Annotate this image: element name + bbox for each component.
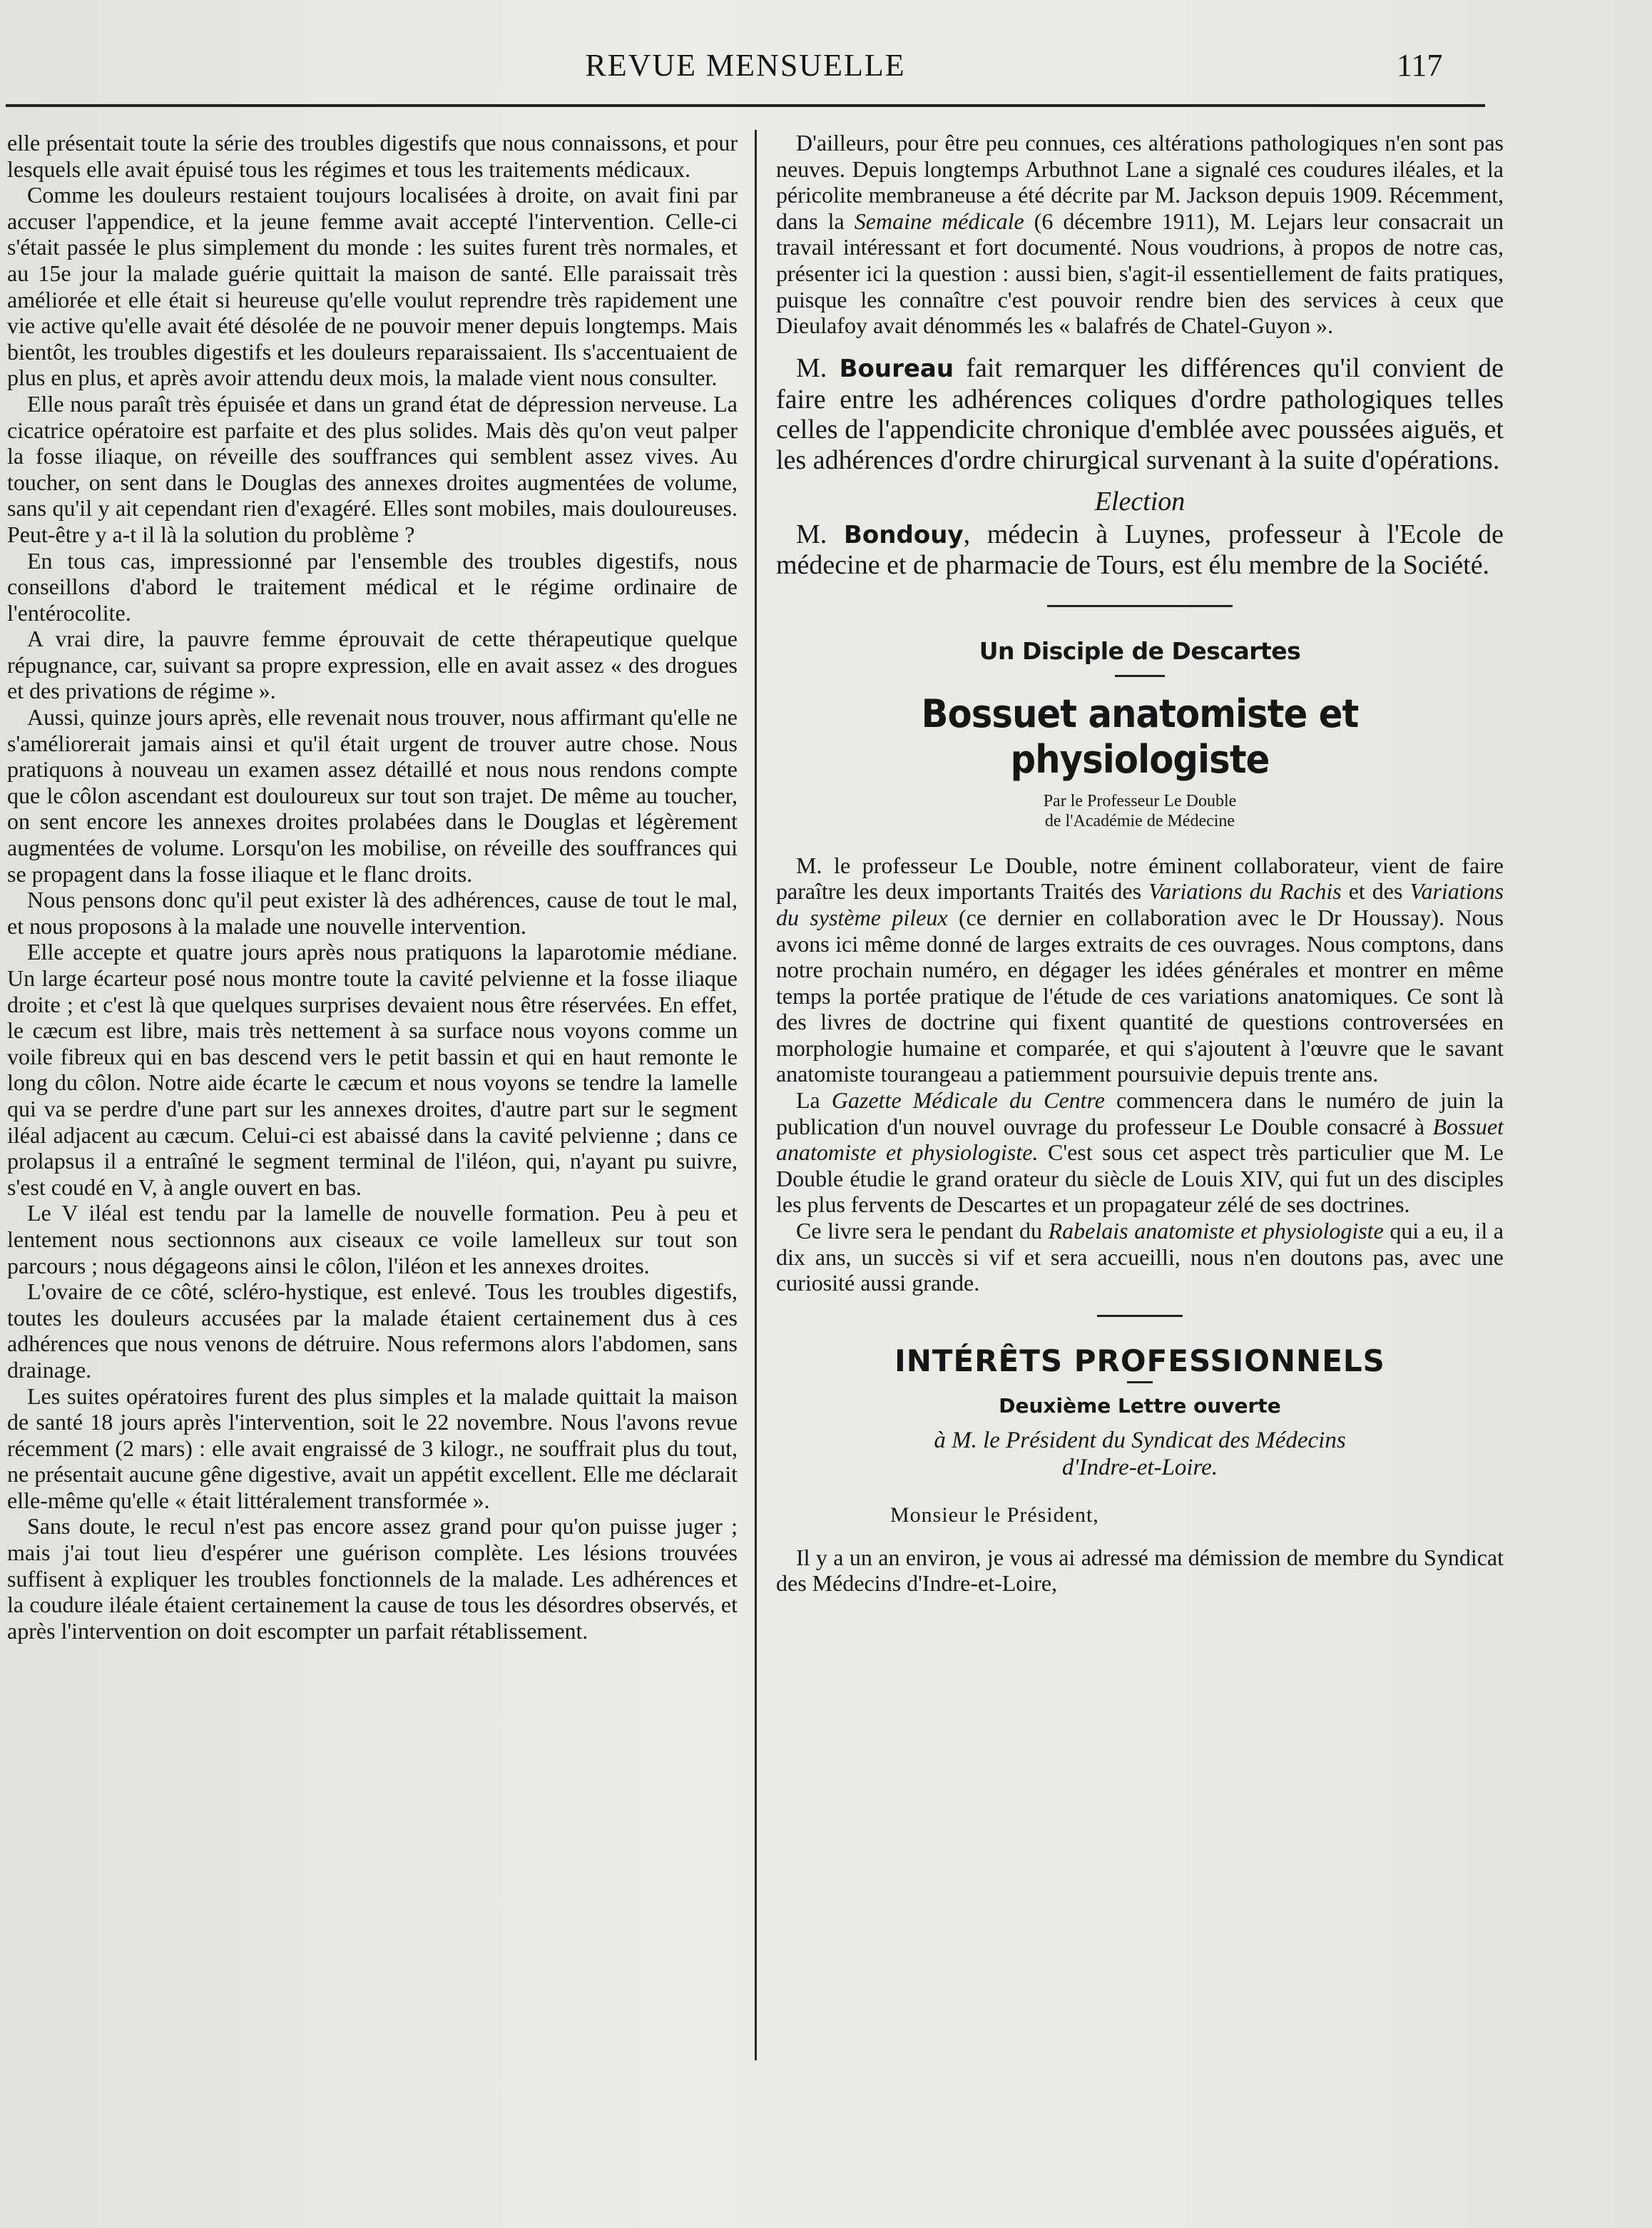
bondouy-name: Bondouy xyxy=(844,520,964,549)
boureau-remark xyxy=(776,353,1504,476)
boureau-text: fait remarquer les différences qu'il convient de faire entre les adhérences coliques d'ordre pathologiques telles celles de l'appendicite chronique d'emblée avec poussées aiguës, et les adhérences d'ordre chirurgical survenant à la suite d'opérations. xyxy=(776,352,1504,476)
a1-text-3: (ce dernier en collaboration avec le Dr Houssay). Nous avons ici même donné de larges extraits de ces ouvrages. Nous comptons, dans notre prochain numéro, en dégager les idées générales et montrer en même temps la portée pratique de l'étude de ces variations anatomiques. Ce sont là des livres de doctrine qui fixent quantité de questions controversées en morphologie humaine et comparée, et qui s'ajoutent à l'œuvre que le savant anatomiste tourangeau a patiemment poursuivie depuis trente ans. xyxy=(776,904,1504,1087)
intro-journal-title: Semaine médicale xyxy=(854,208,1024,234)
election-heading: Election xyxy=(1094,486,1186,517)
a2-text-1: La xyxy=(796,1087,832,1114)
left-paragraph-2: Comme les douleurs restaient toujours localisées à droite, on avait fini par accuser l'appendice, et la jeune femme avait accepté l'intervention. Celle-ci s'était passée le plus simplement du monde : les suites furent très normales, et au 15e jour la malade guérie quittait la maison de santé. Elle paraissait très améliorée et elle était si heureuse qu'elle voulut reprendre très rapidement une vie active qu'elle avait été désolée de ne pouvoir mener depuis longtemps. Mais bientôt, les troubles digestifs et les douleurs reparaissaient. Ils s'accentuaient de plus en plus, et après avoir attendu deux mois, la malade vient nous consulter. xyxy=(7,182,738,391)
letter-opening: Il y a un an environ, je vous ai adressé ma démission de membre du Syndicat des Médecins d'Indre-et-Loire, xyxy=(776,1544,1504,1597)
a3-text-2: qui a eu, il a dix ans, un succès si vif et sera accueilli, nous n'en doutons pas, avec une curiosité aussi grande. xyxy=(776,1218,1504,1296)
letter-salutation: Monsieur le Président, xyxy=(890,1503,1099,1527)
a1-italic-2: Variations du système pileux xyxy=(776,878,1504,930)
left-paragraph-9: Le V iléal est tendu par la lamelle de nouvelle formation. Peu à peu et lentement nous sectionnons aux ciseaux ce voile lamelleux sur tout son parcours ; nous dégageons ainsi le côlon, l'iléon et les annexes droites. xyxy=(7,1200,738,1278)
left-paragraph-1: elle présentait toute la série des troubles digestifs que nous connaissons, et pour lesquels elle avait épuisé tous les régimes et tous les traitements médicaux. xyxy=(7,130,738,182)
election-prefix: M. xyxy=(796,519,845,549)
right-intro-paragraph xyxy=(776,130,1504,339)
byline-author: Par le Professeur Le Double xyxy=(1043,791,1237,810)
left-paragraph-8: Elle accepte et quatre jours après nous pratiquons la laparotomie médiane. Un large écarteur posé nous montre toute la cavité pelvienne et la fosse iliaque droite ; et c'est là que quelques surprises devaient nous être réservées. En effet, le cæcum est libre, mais très nettement à sa surface nous voyons comme un voile fibreux qui en bas descend vers le petit bassin et qui en haut remonte le long du côlon. Notre aide écarte le cæcum et nous voyons se tendre la lamelle qui va se perdre d'une part sur les annexes droites, d'autre part sur le segment iléal adjacent au cæcum. Celui-ci est abaissé dans la cavité pelvienne ; dans ce prolapsus il a entraîné le segment terminal de l'iléon, qui, n'ayant pu suivre, s'est coudé en V, à angle ouvert en bas. xyxy=(7,939,738,1200)
a3-italic-1: Rabelais anatomiste et physiologiste xyxy=(1048,1218,1384,1244)
left-paragraph-11: Les suites opératoires furent des plus simples et la malade quittait la maison de santé 18 jours après l'intervention, soit le 22 novembre. Nous l'avons revue récemment (2 mars) : elle avait engraissé de 3 kilogr., ne souffrait plus du tout, ne présentait aucune gêne digestive, avait un appétit excellent. Elle me déclarait elle-même qu'elle « était littéralement transformée ». xyxy=(7,1383,738,1513)
section-rule xyxy=(1047,605,1233,607)
article-kicker: Un Disciple de Descartes xyxy=(979,637,1301,666)
letter-title: Deuxième Lettre ouverte xyxy=(999,1394,1281,1418)
boureau-prefix: M. xyxy=(796,352,840,383)
left-paragraph-4: En tous cas, impressionné par l'ensemble des troubles digestifs, nous conseillons d'abord le traitement médical et le régime ordinaire de l'entérocolite. xyxy=(7,547,738,626)
right-column xyxy=(776,130,1504,1597)
a2-text-2: commencera dans le numéro de juin la publication d'un nouvel ouvrage du professeur Le Double consacré à xyxy=(776,1087,1504,1139)
article-title: Bossuet anatomiste et physiologiste xyxy=(921,691,1359,782)
page-number: 117 xyxy=(1397,48,1443,83)
byline-affiliation: de l'Académie de Médecine xyxy=(1044,811,1235,830)
section-title-rule xyxy=(1127,1381,1153,1383)
letter-address-2: d'Indre-et-Loire. xyxy=(1061,1455,1218,1480)
article-byline xyxy=(776,791,1504,831)
left-paragraph-10: L'ovaire de ce côté, scléro-hystique, est enlevé. Tous les troubles digestifs, toutes les douleurs accusées par la malade étaient certainement dus à ces adhérences que nous venons de détruire. Nous refermons alors l'abdomen, sans drainage. xyxy=(7,1278,738,1383)
article-paragraph-2 xyxy=(776,1087,1504,1218)
intro-text-2: (6 décembre 1911), M. Lejars leur consacrait un travail intéressant et fort documenté. Nous voudrions, à propos de notre cas, présenter ici la question : aussi bien, s'agit-il essentiellement de faits pratiques, puisque les connaître c'est pouvoir rendre bien des services à ceux que Dieulafoy avait dénommés les « balafrés de Chatel-Guyon ». xyxy=(776,208,1504,339)
article-paragraph-3 xyxy=(776,1218,1504,1296)
header-rule xyxy=(6,104,1485,107)
election-paragraph xyxy=(776,519,1504,581)
a2-text-3: C'est sous cet aspect très particulier que M. Le Double étudie le grand orateur du siècle de Louis XIV, qui fut un des disciples les plus fervents de Descartes et un propagateur zélé de ses doctrines. xyxy=(776,1139,1504,1218)
section-title-interets: INTÉRÊTS PROFESSIONNELS xyxy=(894,1343,1385,1378)
left-paragraph-3: Elle nous paraît très épuisée et dans un grand état de dépression nerveuse. La cicatrice opératoire est parfaite et des plus solides. Mais dès qu'on veut palper la fosse iliaque, on réveille des souffrances qui semblent assez vives. Au toucher, on sent dans le Douglas des annexes droites augmentées de volume, sans qu'il y ait cependant rien d'exagéré. Elles sont mobiles, mais douloureuses. Peut-être y a-t il là la solution du problème ? xyxy=(7,390,738,547)
intro-text-1: D'ailleurs, pour être peu connues, ces altérations pathologiques n'en sont pas neuves. Depuis longtemps Arbuthnot Lane a signalé ces coudures iléales, et la péricolite membraneuse a été décrite par M. Jackson depuis 1909. Récemment, dans la xyxy=(776,130,1504,234)
a1-italic-1: Variations du Rachis xyxy=(1148,878,1342,905)
a2-italic-1: Gazette Médicale du Centre xyxy=(831,1087,1106,1114)
boureau-name: Boureau xyxy=(839,354,954,383)
election-text: , médecin à Luynes, professeur à l'Ecole de médecine et de pharmacie de Tours, est élu membre de la Société. xyxy=(776,519,1504,581)
page-header-title: REVUE MENSUELLE xyxy=(585,48,906,83)
left-paragraph-12: Sans doute, le recul n'est pas encore assez grand pour qu'on puisse juger ; mais j'ai tout lieu d'espérer une guérison complète. Les lésions trouvées suffisent à expliquer les troubles fonctionnels de la malade. Les adhérences et la coudure iléale étaient certainement la cause de tous les désordres observés, et après l'intervention on doit escompter un parfait rétablissement. xyxy=(7,1513,738,1644)
a1-text-1: M. le professeur Le Double, notre éminent collaborateur, vient de faire paraître les deux importants Traités des xyxy=(776,852,1504,905)
kicker-rule xyxy=(1115,675,1165,677)
left-paragraph-7: Nous pensons donc qu'il peut exister là des adhérences, cause de tout le mal, et nous proposons à la malade une nouvelle intervention. xyxy=(7,887,738,939)
letter-address-1: à M. le Président du Syndicat des Médecins xyxy=(934,1428,1346,1453)
left-paragraph-6: Aussi, quinze jours après, elle revenait nous trouver, nous affirmant qu'elle ne s'améliorerait jamais ainsi et qu'il était urgent de trouver autre chose. Nous pratiquons à nouveau un examen assez détaillé et nous nous rendons compte que le côlon ascendant est douloureux sur tout son trajet. De même au toucher, on sent encore les annexes droites prolabées dans le Douglas et légèrement augmentées de volume. Lorsqu'on les mobilise, on réveille des souffrances qui se propagent dans la fosse iliaque et le flanc droits. xyxy=(7,704,738,887)
a3-text-1: Ce livre sera le pendant du xyxy=(796,1218,1049,1244)
left-column xyxy=(7,130,738,1644)
left-paragraph-5: A vrai dire, la pauvre femme éprouvait de cette thérapeutique quelque répugnance, car, suivant sa propre expression, elle en avait assez « des drogues et des privations de régime ». xyxy=(7,626,738,704)
article-end-rule xyxy=(1097,1315,1183,1317)
article-paragraph-1 xyxy=(776,853,1504,1087)
a1-text-2: et des xyxy=(1341,878,1410,905)
a2-italic-2: Bossuet anatomiste et physiologiste. xyxy=(776,1113,1504,1166)
column-divider xyxy=(755,130,757,2060)
